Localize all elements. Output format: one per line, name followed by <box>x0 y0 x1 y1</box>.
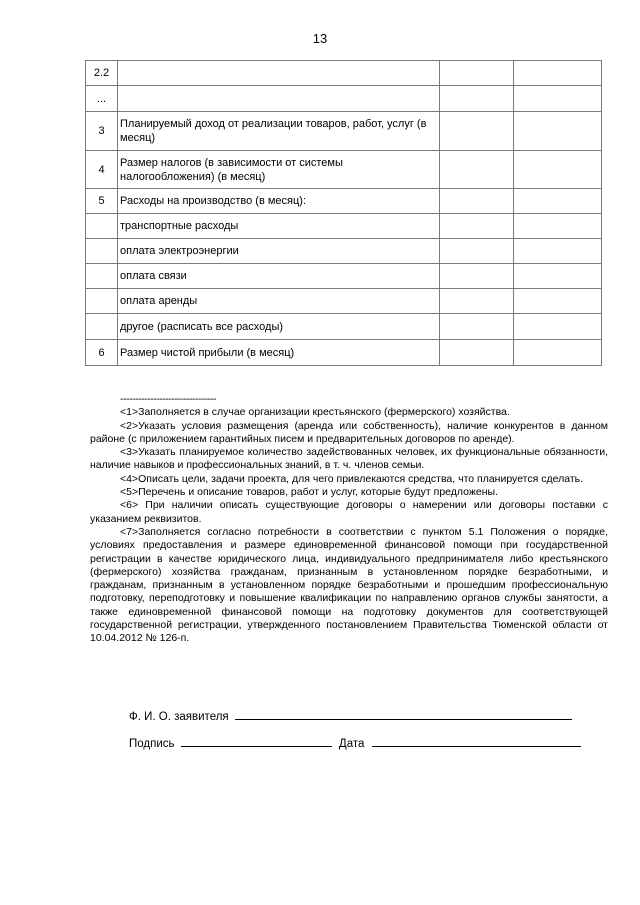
table-row <box>86 86 602 112</box>
value-cell <box>514 289 602 314</box>
footnote-4: <4>Описать цели, задачи проекта, для чего привлекаются средства, что планируется сделать. <box>120 472 584 485</box>
table-row <box>86 61 602 86</box>
row-label <box>118 86 440 112</box>
footnote-5: <5>Перечень и описание товаров, работ и услуг, которые будут предложены. <box>120 486 499 499</box>
table-row <box>86 289 602 314</box>
row-label: Размер чистой прибыли (в месяц) <box>118 340 440 366</box>
date-field[interactable] <box>372 735 581 747</box>
value-cell <box>440 112 514 151</box>
date-label: Дата <box>338 738 365 750</box>
row-number <box>86 314 118 340</box>
value-cell <box>440 239 514 264</box>
page-number: 13 <box>312 31 328 46</box>
row-number <box>86 214 118 239</box>
table-row <box>86 112 602 151</box>
row-number <box>86 264 118 289</box>
value-cell <box>514 340 602 366</box>
table-row <box>86 340 602 366</box>
row-number <box>86 239 118 264</box>
value-cell <box>440 189 514 214</box>
signature-field[interactable] <box>181 735 332 747</box>
value-cell <box>440 61 514 86</box>
table-row <box>86 189 602 214</box>
footnotes <box>90 393 608 646</box>
value-cell <box>514 151 602 189</box>
row-label: оплата аренды <box>118 289 440 314</box>
value-cell <box>440 151 514 189</box>
footnote-6: <6> При наличии описать существующие договоры о намерении или договоры поставки с указанием реквизитов. <box>90 499 608 525</box>
row-number: 5 <box>86 189 118 214</box>
value-cell <box>514 239 602 264</box>
applicant-name-line <box>129 708 572 723</box>
table-row <box>86 214 602 239</box>
financial-plan-table <box>85 60 602 366</box>
footnote-3: <3>Указать планируемое количество задействованных человек, их функциональные обязанности, наличие навыков и профессиональных знаний, в т. ч. членов семьи. <box>90 446 608 472</box>
table-row <box>86 239 602 264</box>
footnote-separator: -------------------------------- <box>120 393 216 405</box>
value-cell <box>514 264 602 289</box>
row-label: оплата связи <box>118 264 440 289</box>
row-label <box>118 61 440 86</box>
row-label: оплата электроэнергии <box>118 239 440 264</box>
fio-label: Ф. И. О. заявителя <box>129 711 229 723</box>
row-label: Размер налогов (в зависимости от системы налогообложения) (в месяц) <box>118 151 440 189</box>
row-label: другое (расписать все расходы) <box>118 314 440 340</box>
table-row <box>86 151 602 189</box>
row-number: 4 <box>86 151 118 189</box>
value-cell <box>440 340 514 366</box>
value-cell <box>440 214 514 239</box>
footnote-1: <1>Заполняется в случае организации крестьянского (фермерского) хозяйства. <box>120 406 510 419</box>
signature-label: Подпись <box>129 738 175 750</box>
table-row <box>86 264 602 289</box>
value-cell <box>514 112 602 151</box>
value-cell <box>440 264 514 289</box>
row-label: транспортные расходы <box>118 214 440 239</box>
footnote-2: <2>Указать условия размещения (аренда или собственность), наличие конкурентов в данном районе (с приложением гарантийных писем и предварительных договоров по аренде). <box>90 419 608 445</box>
row-label: Расходы на производство (в месяц): <box>118 189 440 214</box>
row-number: 6 <box>86 340 118 366</box>
fio-field[interactable] <box>235 708 572 720</box>
value-cell <box>514 86 602 112</box>
value-cell <box>514 189 602 214</box>
footnote-7: <7>Заполняется согласно потребности в соответствии с пунктом 5.1 Положения о порядке, условиях предоставления и размере единовременной финансовой помощи при государственной регистрации в качестве юридического лица, индивидуального предпринимателя либо крестьянского (фермерского) хозяйства гражданам, признанным в установленном порядке безработными, и гражданам, признанным в установленном порядке безработными и прошедшим профессиональную подготовку, переподготовку и повышение квалификации по направлению органов службы занятости, а также единовременной финансовой помощи на подготовку документов для соответствующей государственной регистрации, утвержденного постановлением Правительства Тюменской области от 10.04.2012 № 126-п. <box>90 525 608 645</box>
signature-date-line <box>129 735 581 750</box>
row-number: 2.2 <box>86 61 118 86</box>
value-cell <box>514 61 602 86</box>
value-cell <box>440 86 514 112</box>
row-number: ... <box>86 86 118 112</box>
value-cell <box>440 289 514 314</box>
row-number <box>86 289 118 314</box>
row-label: Планируемый доход от реализации товаров, работ, услуг (в месяц) <box>118 112 440 151</box>
value-cell <box>514 314 602 340</box>
value-cell <box>440 314 514 340</box>
row-number: 3 <box>86 112 118 151</box>
table-row <box>86 314 602 340</box>
value-cell <box>514 214 602 239</box>
